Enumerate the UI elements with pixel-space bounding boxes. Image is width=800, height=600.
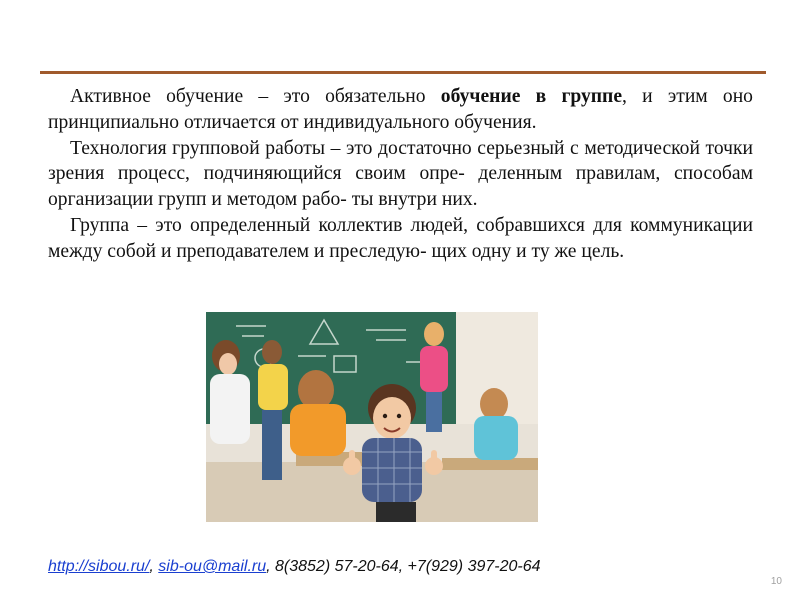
paragraph-group-definition: Группа – это определенный коллектив людей, собравшихся для коммуникации между собой и преподавателем и преследую- щих одну и ту же цель.: [48, 214, 753, 262]
footer-phone-numbers: , 8(3852) 57-20-64, +7(929) 397-20-64: [266, 558, 541, 575]
website-link[interactable]: http://sibou.ru/: [48, 558, 150, 575]
paragraph-1-text-start: Активное обучение – это обязательно: [70, 86, 441, 107]
slide-body-text: [48, 84, 753, 265]
footer-contacts: [48, 558, 541, 576]
email-link[interactable]: sib-ou@mail.ru: [158, 558, 267, 575]
classroom-illustration: [206, 312, 538, 522]
paragraph-1-bold-phrase: обучение в группе: [440, 86, 623, 107]
paragraph-1-text-end: , и этим оно принципиально отличается от индивидуального обучения.: [48, 86, 753, 133]
classroom-photo: [206, 312, 538, 522]
paragraph-active-learning: [48, 84, 753, 136]
page-number: 10: [770, 576, 782, 587]
plaid-shirt: [362, 438, 422, 502]
paragraph-group-technology: Технология групповой работы – это достаточно серьезный с методической точки зрения процесс, подчиняющийся своим опре- деленным правилам, способам организации групп и методом рабо- ты внутри них.: [48, 137, 753, 211]
title-divider-rule: [40, 71, 766, 74]
footer-separator: ,: [149, 558, 159, 575]
